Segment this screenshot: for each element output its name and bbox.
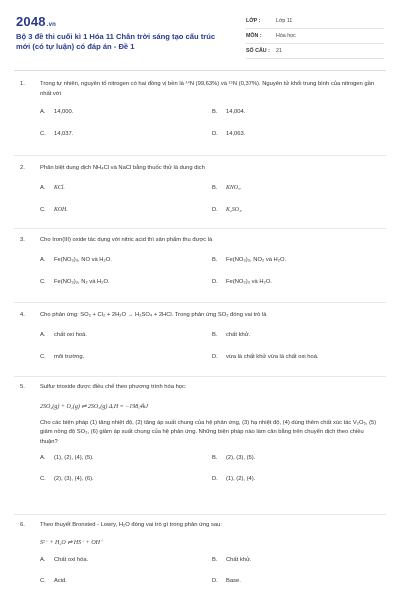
question-text: Sulfur trioxide được điều chế theo phương trình hóa học: [40,384,187,390]
exam-info [246,14,384,59]
question-condition [14,419,386,448]
question-text: Cho phản ứng: SO₂ + Cl₂ + 2H₂O → H₂SO₄ + 2HCl. Trong phản ứng SO₂ đóng vai trò là [40,312,267,318]
question-divider [14,228,386,229]
question-number: 5. [20,384,25,390]
question-number: 1. [20,81,25,87]
option-a[interactable]: A. (1), (2), (4), (5). [40,455,94,461]
answer-options [40,185,378,225]
question-3 [14,236,386,297]
question-number: 4. [20,312,25,318]
option-d[interactable]: D. (1), (2), (4). [212,476,256,482]
option-b[interactable]: B. Chất khử. [212,556,252,563]
option-a[interactable]: A. chất oxi hoá. [40,331,87,338]
option-c[interactable]: C. Fe(NO₃)₃, N₂ và H₂O. [40,278,110,285]
option-b[interactable]: B. (2), (3), (5). [212,455,256,461]
info-value: Lớp 11 [276,18,293,24]
info-value: Hóa học [276,33,296,39]
option-c[interactable]: C. (2), (3), (4), (6). [40,476,94,482]
option-d[interactable]: D. 14,063. [212,131,246,137]
document-header [16,14,384,58]
info-row-count [246,44,384,59]
option-d[interactable]: D. K₂SO₄. [212,206,243,213]
option-a[interactable]: A. 14,000. [40,109,74,115]
chemical-equation: 2SO₂(g) + O₂(g) ⇌ 2SO₃(g) ΔᵣH = −198,4kJ [40,403,149,410]
question-number: 2. [20,165,25,171]
site-logo[interactable]: 2048.vn [16,14,57,29]
question-divider [14,302,386,303]
question-text: Cho Iron(III) oxide tác dụng với nitric acid thì sản phẩm thu được là [40,237,213,243]
answer-options [40,257,378,297]
info-row-subject [246,29,384,44]
option-b[interactable]: B. chất khử. [212,331,251,338]
header-divider [14,70,386,71]
question-text: Phân biệt dung dịch NH₄Cl và NaCl bằng thuốc thử là dung dịch [40,165,205,171]
option-d[interactable]: D. vừa là chất khử vừa là chất oxi hoá. [212,353,319,360]
question-divider [14,155,386,156]
option-a[interactable]: A. Chất oxi hóa. [40,556,89,563]
question-text: Theo thuyết Bronsted - Lowry, H₂O đóng vai trò gì trong phản ứng sau: [40,522,222,528]
option-c[interactable]: C. KOH. [40,206,68,213]
question-stem [14,80,386,99]
question-divider [14,376,386,377]
option-c[interactable]: C. môi trường. [40,353,85,360]
question-number: 3. [20,237,25,243]
answer-options [40,332,378,372]
question-stem [14,236,386,246]
chemical-equation: S²⁻ + H₂O ⇌ HS⁻ + OH⁻ [40,539,104,546]
question-number: 6. [20,522,25,528]
question-5 [14,383,386,495]
question-text: Trong tự nhiên, nguyên tố nitrogen có hai đồng vị bền là ¹⁴N (99,63%) và ¹⁵N (0,37%). Nguyên tử khối trung bình của nitrogen gần nhất với [40,81,375,97]
question-stem [14,521,386,531]
question-text: Cho các biện pháp (1) tăng nhiệt độ, (2) tăng áp suất chung của hệ phản ứng, (3) hạ nhiệt độ, (4) dùng thêm chất xúc tác V₂O₅, (5) giảm nồng độ SO₃, (6) giảm áp suất chung của hệ phản ứng. Những biện pháp nào làm cân bằng trên chuyển dịch theo chiều thuận? [40,419,377,445]
info-value: 21 [276,48,282,54]
info-row-class [246,14,384,29]
question-stem [14,383,386,393]
question-2 [14,164,386,225]
option-d[interactable]: D. Fe(NO₃)₃ và H₂O. [212,278,272,285]
option-a[interactable]: A. Fe(NO₃)₃, NO và H₂O. [40,256,112,263]
answer-options [40,557,378,591]
question-1 [14,80,386,149]
page-title: Bộ 3 đề thi cuối kì 1 Hóa 11 Chân trời sáng tạo cấu trúc mới (có tự luận) có đáp án - Đề 1 [16,32,216,51]
question-stem [14,164,386,174]
question-stem [14,311,386,321]
info-key: MÔN : [246,33,262,39]
option-c[interactable]: C. Acid. [40,577,67,584]
option-d[interactable]: D. Base. [212,577,241,584]
info-key: SỐ CÂU : [246,48,270,54]
option-a[interactable]: A. KCl. [40,184,65,191]
question-4 [14,311,386,372]
option-b[interactable]: B. KNO₃. [212,184,242,191]
option-c[interactable]: C. 14,037. [40,131,74,137]
option-b[interactable]: B. Fe(NO₃)₃, NO₂ và H₂O. [212,256,287,263]
answer-options [40,455,378,495]
answer-options [40,109,378,149]
question-divider [14,514,386,515]
option-b[interactable]: B. 14,004. [212,109,246,115]
question-6 [14,521,386,591]
info-key: LỚP : [246,18,261,24]
